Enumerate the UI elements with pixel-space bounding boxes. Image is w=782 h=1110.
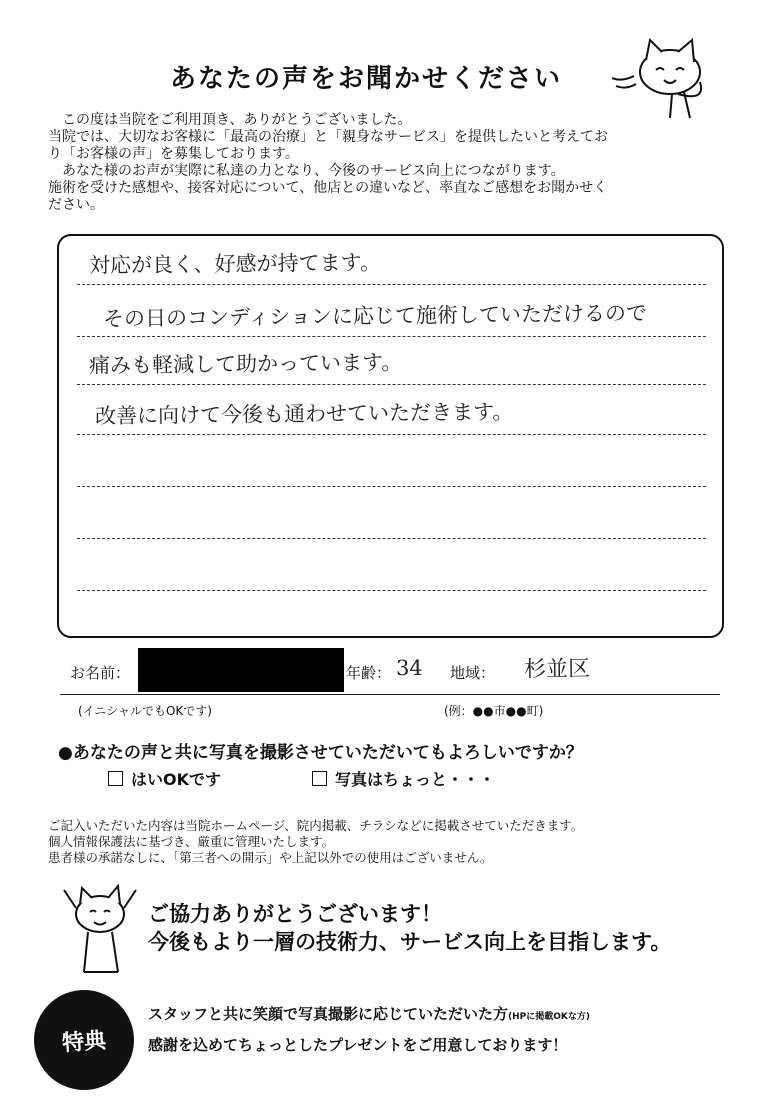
option-no-label: 写真はちょっと・・・	[335, 770, 496, 789]
name-redaction	[138, 648, 344, 692]
tokuten-line2: 感謝を込めてちょっとしたプレゼントをご用意しております！	[148, 1036, 568, 1054]
age-label: 年齢：	[346, 664, 392, 682]
writing-line	[77, 486, 706, 487]
option-yes-label: はいOKです	[131, 770, 222, 789]
writing-line	[77, 336, 706, 337]
comment-line: その日のコンディションに応じて施術していただけるので	[102, 301, 648, 331]
intro-line: 施術を受けた感想や、接客対応について、他店との違いなど、率直なご感想をお聞かせく	[48, 180, 608, 196]
tokuten-badge: 特典	[31, 987, 138, 1094]
writing-line	[77, 538, 706, 539]
checkbox-yes[interactable]	[108, 771, 123, 786]
notice-line: 個人情報保護法に基づき、厳重に管理いたします。	[48, 834, 335, 849]
writing-line	[77, 434, 706, 435]
form-underline	[60, 694, 720, 695]
name-label: お名前：	[70, 664, 131, 682]
writing-line	[77, 384, 706, 385]
cheering-cat-icon	[60, 880, 140, 980]
intro-line: あなた様のお声が実際に私達の力となり、今後のサービス向上につながります。	[62, 163, 565, 179]
tokuten-text	[148, 1000, 590, 1059]
thanks-message	[148, 900, 671, 956]
thanks-line: ご協力ありがとうございます！	[148, 902, 442, 926]
comment-line: 対応が良く、好感が持てます。	[88, 250, 382, 278]
region-value[interactable]: 杉並区	[523, 656, 591, 683]
tokuten-note: (HPに掲載OKな方)	[508, 1012, 590, 1022]
cat-illustration-icon	[612, 32, 712, 122]
thanks-line: 今後もより一層の技術力、サービス向上を目指します。	[148, 930, 672, 954]
intro-line: り「お客様の声」を募集しております。	[48, 146, 299, 162]
writing-line	[77, 284, 706, 285]
region-note: (例：●●市●●町)	[444, 704, 544, 718]
tokuten-line	[148, 1000, 590, 1031]
privacy-notice	[48, 818, 748, 866]
comment-box[interactable]	[57, 234, 724, 638]
intro-line: 当院では、大切なお客様に「最高の治療」と「親身なサービス」を提供したいと考えてお	[48, 129, 608, 145]
tokuten-line1: スタッフと共に笑顔で写真撮影に応じていただいた方	[148, 1005, 509, 1023]
comment-line: 改善に向けて今後も通わせていただきます。	[94, 399, 514, 429]
photo-question: ●あなたの声と共に写真を撮影させていただいてもよろしいですか？	[58, 743, 583, 763]
notice-line: ご記入いただいた内容は当院ホームページ、院内掲載、チラシなどに掲載させていただきます。	[48, 818, 584, 833]
intro-text	[48, 112, 748, 214]
notice-line: 患者様の承諾なしに、「第三者への開示」や上記以外での使用はございません。	[48, 850, 493, 865]
photo-option-yes[interactable]	[108, 767, 221, 790]
checkbox-no[interactable]	[312, 771, 327, 786]
intro-line: この度は当院をご利用頂き、ありがとうございました。	[62, 112, 412, 128]
writing-line	[77, 590, 706, 591]
comment-line: 痛みも軽減して助かっています。	[88, 350, 403, 378]
page-title: あなたの声をお聞かせください	[170, 64, 563, 94]
name-note: (イニシャルでもOKです)	[78, 704, 212, 718]
intro-line: ださい。	[48, 197, 104, 213]
photo-option-no[interactable]	[312, 767, 495, 790]
region-label: 地域：	[450, 664, 496, 682]
age-value[interactable]: 34	[395, 655, 423, 681]
